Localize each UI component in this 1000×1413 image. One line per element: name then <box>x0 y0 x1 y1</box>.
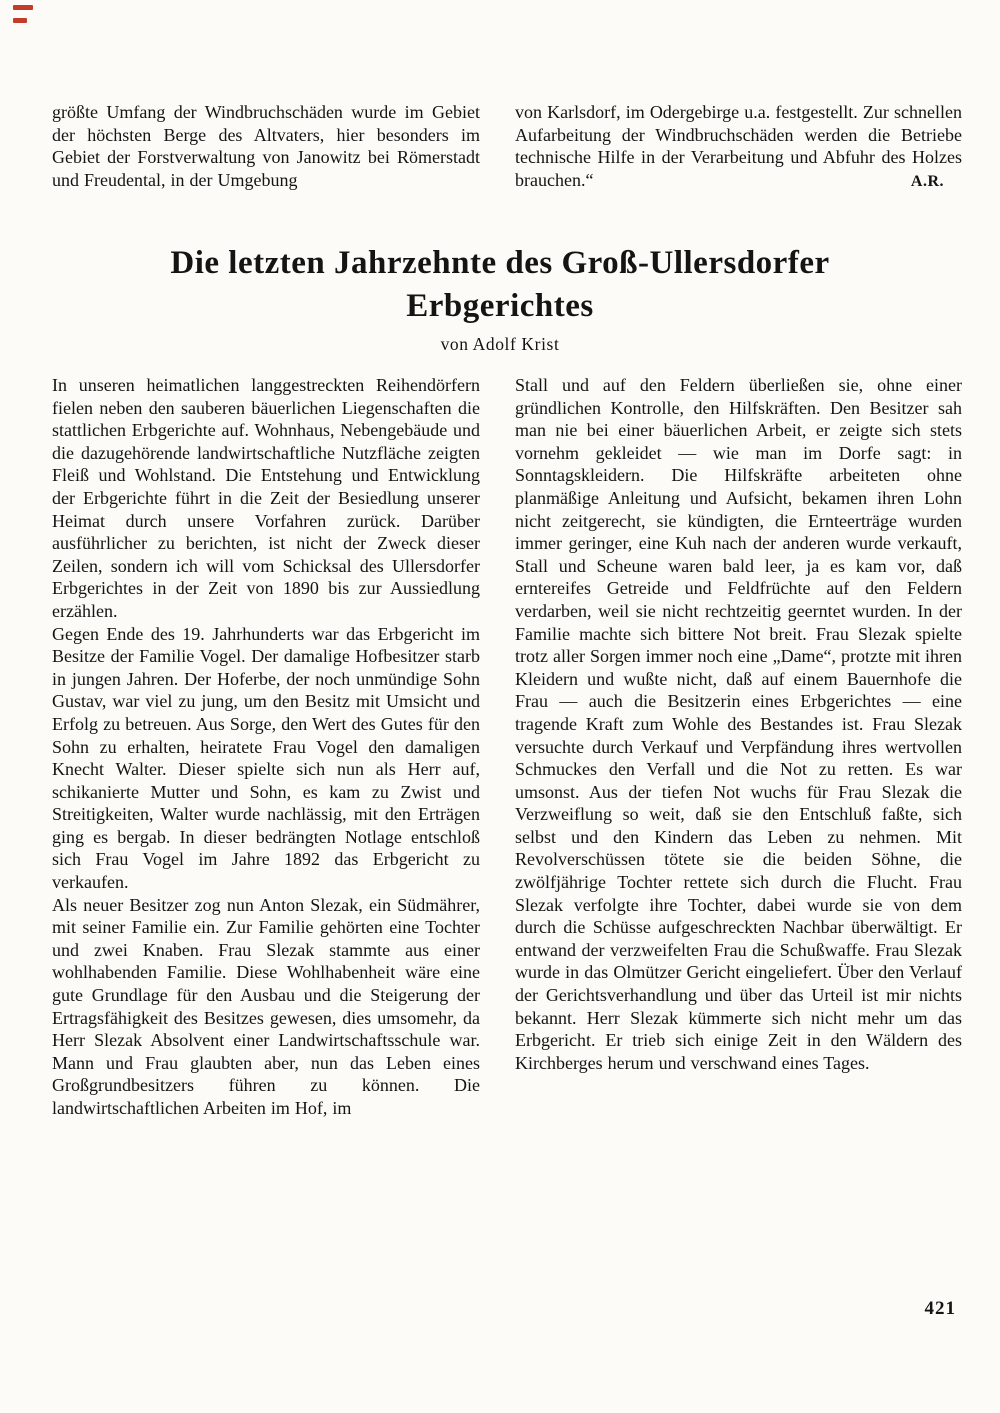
article-title <box>0 242 1000 328</box>
article-right-column <box>515 374 962 1120</box>
paragraph: In unseren heimatlichen langgestreckten Reihendörfern fielen neben den sauberen bäuerlichen Liegenschaften die stattlichen Erbgerichte auf. Wohnhaus, Nebengebäude und die dazugehörende landwirtschaftliche Nutzfläche zeigten Fleiß und Wohlstand. Die Entstehung und Entwicklung der Erbgerichte führt in die Zeit der Besiedlung unserer Heimat durch unsere Vorfahren zurück. Darüber ausführlicher zu berichten, ist nicht der Zweck dieser Zeilen, sondern ich will vom Schicksal des Ullersdorfer Erbgerichtes in der Zeit von 1890 bis zur Aussiedlung erzählen. <box>52 375 480 621</box>
article-title-line-2: Erbgerichtes <box>406 288 594 324</box>
paragraph: Gegen Ende des 19. Jahrhunderts war das Erbgericht im Besitze der Familie Vogel. Der damalige Hofbesitzer starb in jungen Jahren. Der Hoferbe, der noch unmündige Sohn Gustav, war viel zu jung, um den Besitz mit Umsicht und Erfolg zu betreuen. Aus Sorge, den Wert des Gutes für den Sohn zu erhalten, heiratete Frau Vogel den damaligen Knecht Walter. Dieser spielte sich nun als Herr auf, schikanierte Mutter und Sohn, es kam zu Zwist und Streitigkeiten, Walter wurde nachlässig, mit den Erträgen ging es bergab. In dieser bedrängten Notlage entschloß sich Frau Vogel im Jahre 1892 das Erbgericht zu verkaufen. <box>52 623 480 893</box>
paragraph: von Karlsdorf, im Odergebirge u.a. festgestellt. Zur schnellen Aufarbeitung der Windbruchschäden werden die Betriebe technische Hilfe in der Verarbeitung und Abfuhr des Holzes brauchen.“ <box>515 102 962 190</box>
article-left-column <box>52 374 480 1120</box>
previous-article-continuation <box>52 101 962 191</box>
article-title-line-1: Die letzten Jahrzehnte des Groß-Ullersdorfer <box>170 245 830 281</box>
article-byline: von Adolf Krist <box>440 334 560 354</box>
crop-mark-bar <box>13 18 27 23</box>
article-body <box>52 374 962 1120</box>
top-right-column <box>515 101 962 191</box>
paragraph: Stall und auf den Feldern überließen sie, ohne einer gründlichen Kontrolle, den Hilfskräften. Den Besitzer sah man nie bei einer bäuerlichen Arbeit, er zeigte sich stets vornehm gekleidet — wie man im Dorfe sagt: in Sonntagskleidern. Die Hilfskräfte arbeiteten ohne planmäßige Anleitung und Aufsicht, bekamen ihren Lohn nicht zeitgerecht, sie kündigten, die Ernteerträge wurden immer geringer, eine Kuh nach der anderen wurde verkauft, Stall und Scheune waren bald leer, ja es kam vor, daß erntereifes Getreide und Feldfrüchte auf den Feldern verdarben, weil sie nicht rechtzeitig geerntet wurden. In der Familie machte sich bittere Not breit. Frau Slezak spielte trotz aller Sorgen immer noch eine „Dame“, protzte mit ihren Kleidern und wußte nicht, daß auf einem Bauernhofe die Frau — auch die Besitzerin eines Erbgerichtes — eine tragende Kraft zum Wohle des Bestandes ist. Frau Slezak versuchte durch Verkauf und Verpfändung ihres wertvollen Schmuckes den Verfall und die Not zu retten. Es war umsonst. Aus der tiefen Not wuchs für Frau Slezak die Verzweiflung so weit, daß sie den Entschluß faßte, sich selbst und den Kindern das Leben zu nehmen. Mit Revolverschüssen tötete sie die beiden Söhne, die zwölfjährige Tochter rettete sich durch die Flucht. Frau Slezak verfolgte ihre Tochter, dabei wurde sie von dem durch die Schüsse aufgeschreckten Nachbar überwältigt. Er entwand der verzweifelten Frau die Schußwaffe. Frau Slezak wurde in das Olmützer Gericht eingeliefert. Über den Verlauf der Gerichtsverhandlung und über das Urteil ist mir nichts bekannt. Herr Slezak kümmerte sich nicht mehr um das Erbgericht. Er trieb sich einige Zeit in den Wäldern des Kirchberges herum und verschwand eines Tages. <box>515 375 963 1073</box>
top-left-column <box>52 101 480 191</box>
paragraph: Als neuer Besitzer zog nun Anton Slezak, ein Südmährer, mit seiner Familie ein. Zur Familie gehörten eine Tochter und zwei Knaben. Frau Slezak stammte aus einer wohlhabenden Familie. Diese Wohlhabenheit wäre eine gute Grundlage für den Ausbau und die Steigerung der Ertragsfähigkeit des Besitzes gewesen, dies umsomehr, da Herr Slezak Absolvent einer Landwirtschaftsschule war. Mann und Frau glaubten aber, nun das Leben eines Großgrundbesitzers führen zu können. Die landwirtschaftlichen Arbeiten im Hof, im <box>52 894 480 1118</box>
paragraph: größte Umfang der Windbruchschäden wurde im Gebiet der höchsten Berge des Altvaters, hier besonders im Gebiet der Forstverwaltung von Janowitz bei Römerstadt und Freudental, in der Umgebung <box>52 102 480 190</box>
crop-mark-bar <box>13 5 33 10</box>
page-number: 421 <box>924 1298 956 1319</box>
red-crop-mark <box>13 3 39 29</box>
author-initials: A.R. <box>910 173 944 191</box>
